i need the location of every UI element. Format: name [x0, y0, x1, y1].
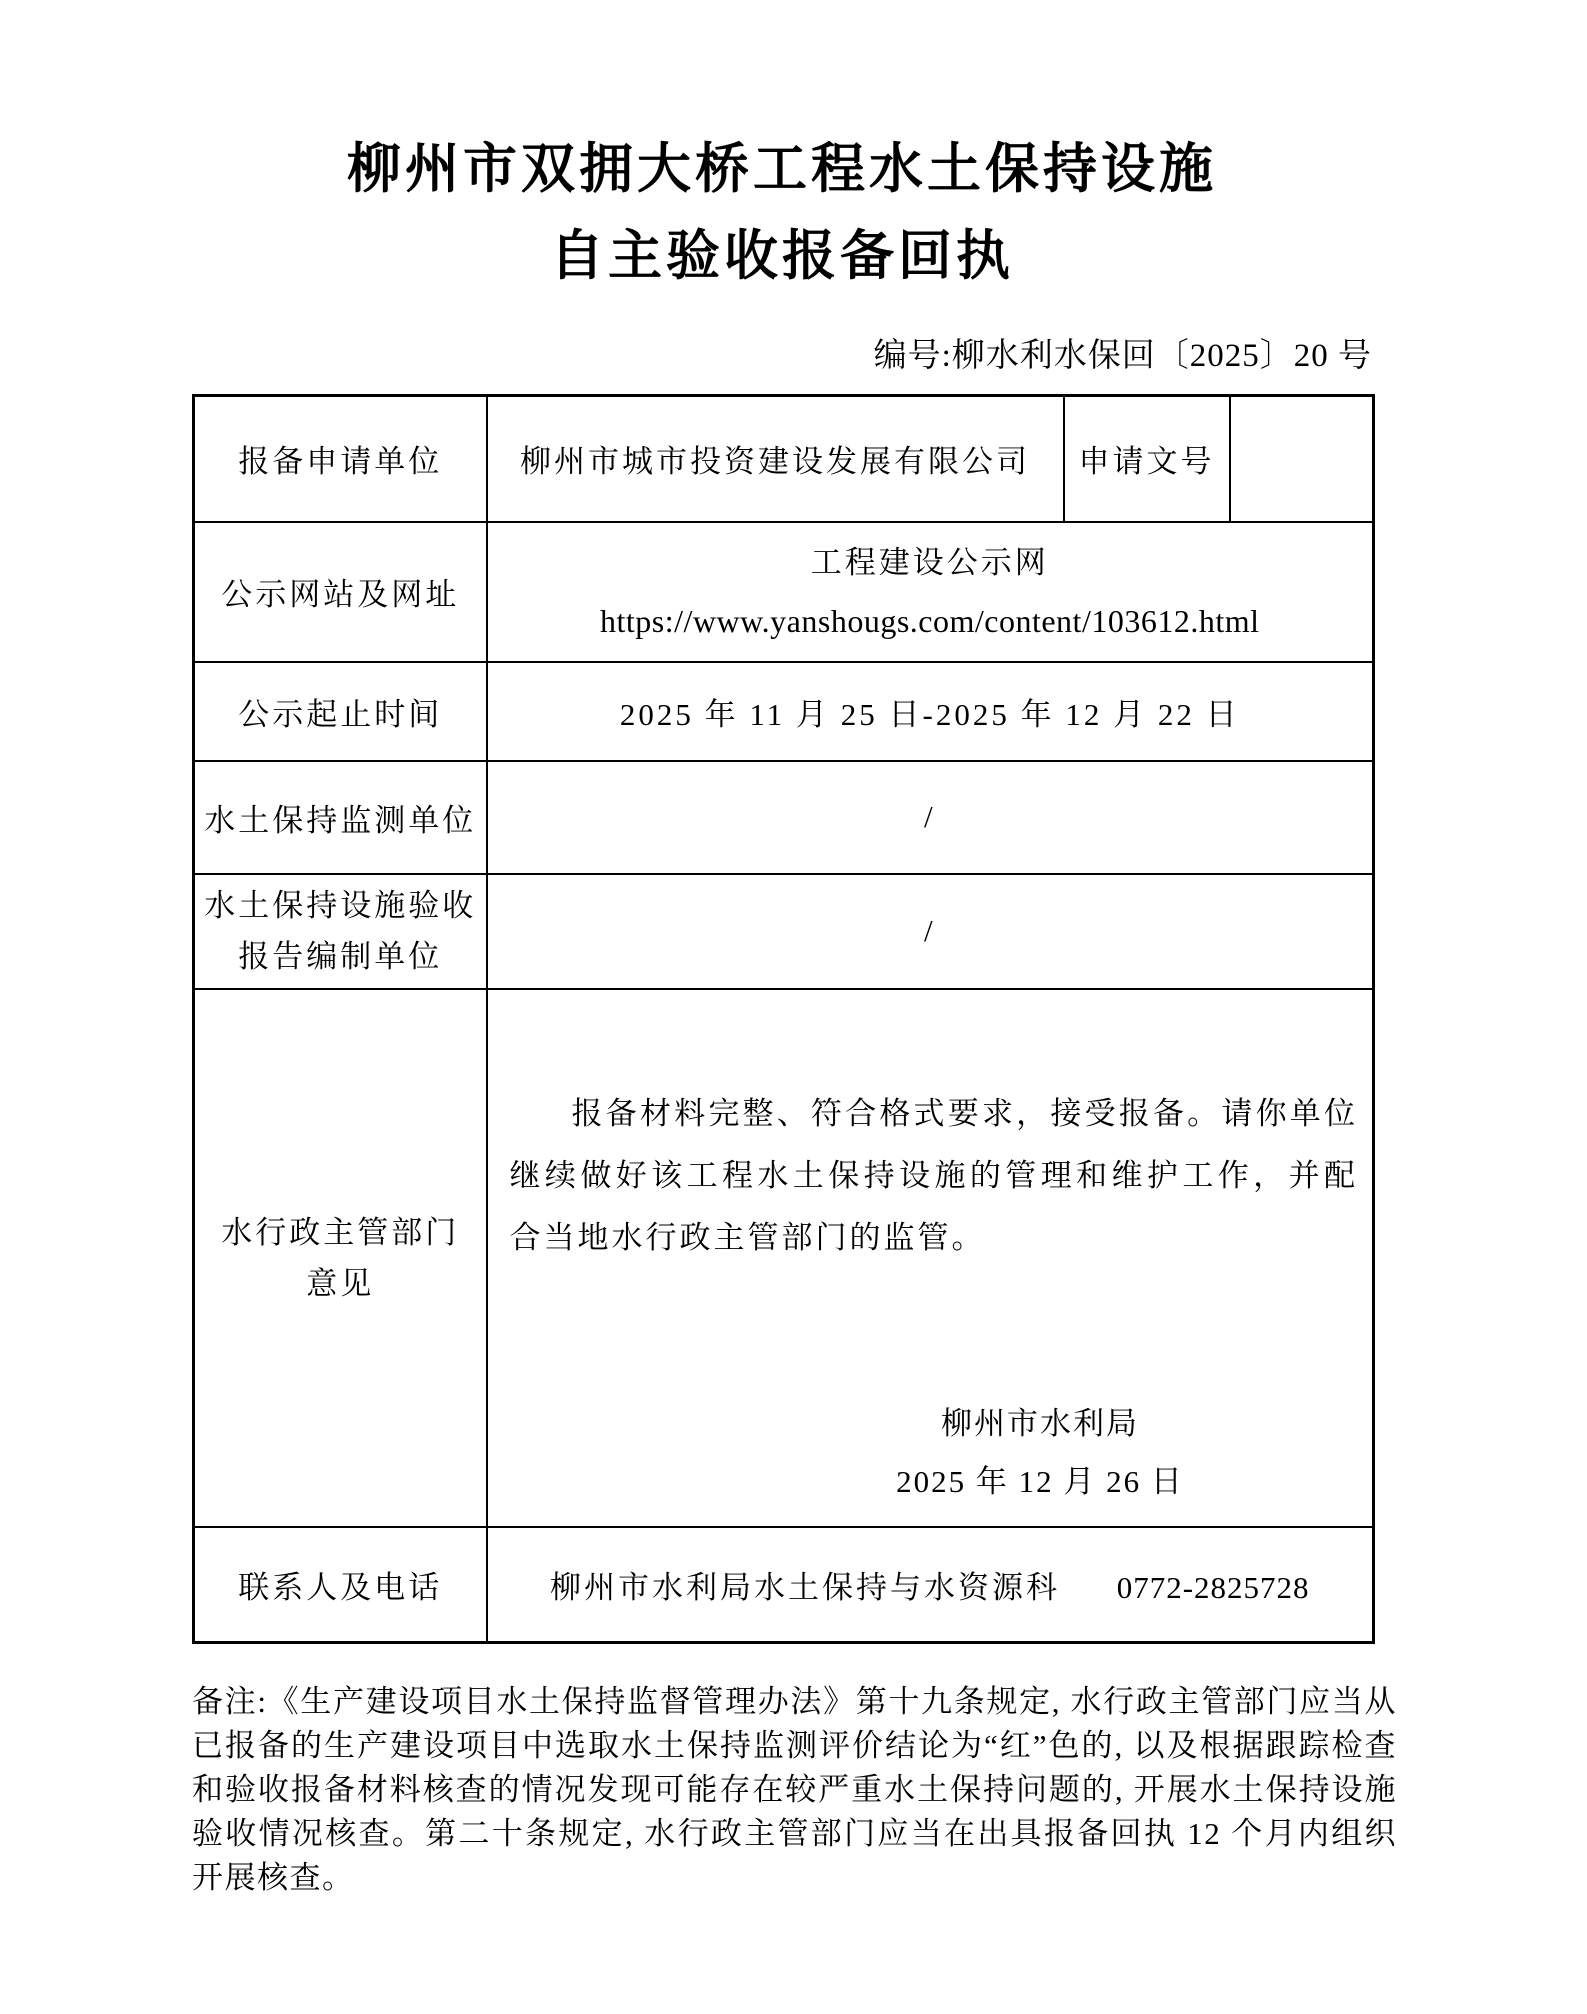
signature-date: 2025 年 12 月 26 日 [896, 1463, 1184, 1499]
row-authority-opinion [194, 989, 1374, 1527]
report-unit-value: / [487, 874, 1374, 989]
contact-cell [487, 1527, 1374, 1643]
publicity-period-value: 2025 年 11 月 25 日-2025 年 12 月 22 日 [487, 662, 1374, 761]
applicant-unit-value: 柳州市城市投资建设发展有限公司 [487, 396, 1064, 522]
label-monitoring-unit: 水土保持监测单位 [194, 761, 487, 874]
label-authority-opinion [194, 989, 487, 1527]
label-report-unit-line-1: 水土保持设施验收 [204, 888, 477, 923]
label-authority-opinion-line-1: 水行政主管部门 [221, 1214, 460, 1250]
label-publicity-site: 公示网站及网址 [194, 522, 487, 662]
title-line-2: 自主验收报备回执 [550, 226, 1014, 286]
footnote: 备注:《生产建设项目水土保持监督管理办法》第十九条规定, 水行政主管部门应当从已报备的生产建设项目中选取水土保持监测评价结论为“红”色的, 以及根据跟踪检查和验收报备材料核查的情况发现可能存在较严重水土保持问题的, 开展水土保持设施验收情况核查。第二十条规定, 水行政主管部门应当在出具报备回执 12 个月内组织开展核查。 [192, 1684, 1397, 1895]
label-publicity-period: 公示起止时间 [194, 662, 487, 761]
label-report-unit [194, 874, 487, 989]
application-doc-no-value [1230, 396, 1374, 522]
authority-opinion-text: 报备材料完整、符合格式要求，接受报备。请你单位继续做好该工程水土保持设施的管理和维护工作，并配合当地水行政主管部门的监管。 [509, 1095, 1358, 1255]
label-authority-opinion-line-2: 意见 [306, 1265, 375, 1301]
row-applicant [194, 396, 1374, 522]
filing-receipt-table [192, 394, 1375, 1644]
publicity-site-name: 工程建设公示网 [810, 544, 1049, 580]
authority-opinion-cell [487, 989, 1374, 1527]
label-report-unit-line-2: 报告编制单位 [238, 939, 443, 974]
row-publicity-site [194, 522, 1374, 662]
row-monitoring-unit [194, 761, 1374, 874]
contact-org: 柳州市水利局水土保持与水资源科 [549, 1569, 1060, 1605]
document-title [192, 126, 1372, 300]
title-line-1: 柳州市双拥大桥工程水土保持设施 [347, 139, 1217, 199]
row-report-unit [194, 874, 1374, 989]
publicity-site-url: https://www.yanshougs.com/content/103612.html [600, 602, 1260, 639]
contact-phone: 0772-2825728 [1116, 1569, 1310, 1605]
document-number: 编号:柳水利水保回〔2025〕20 号 [873, 338, 1372, 374]
document-content [192, 126, 1397, 1900]
signature-authority: 柳州市水利局 [941, 1405, 1139, 1441]
label-application-doc-no: 申请文号 [1064, 396, 1230, 522]
publicity-site-cell [487, 522, 1374, 662]
row-publicity-period [194, 662, 1374, 761]
label-applicant-unit: 报备申请单位 [194, 396, 487, 522]
signature-block [850, 1395, 1230, 1511]
label-contact: 联系人及电话 [194, 1527, 487, 1643]
row-contact [194, 1527, 1374, 1643]
monitoring-unit-value: / [487, 761, 1374, 874]
